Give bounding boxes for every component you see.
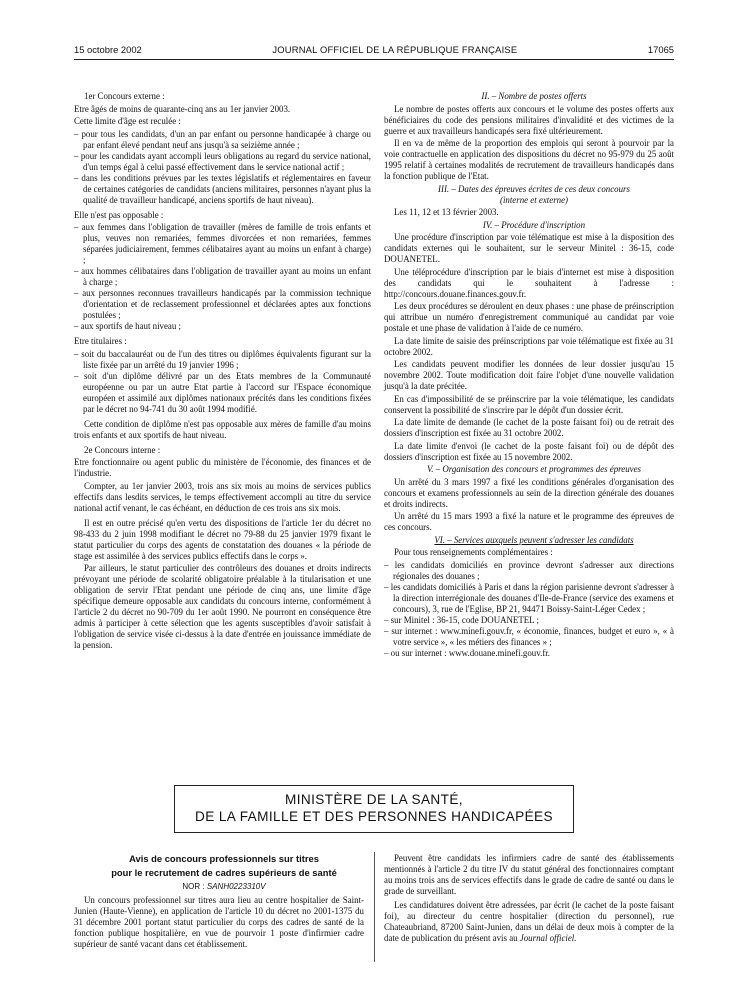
list-item: – pour les candidats ayant accompli leurs obligations au regard du service national, d'un temps égal à celui passé effectivement dans le service national actif ; <box>74 151 371 173</box>
paragraph: Etre fonctionnaire ou agent public du ministère de l'économie, des finances et de l'industrie. <box>74 457 371 478</box>
paragraph: Une téléprocédure d'inscription par le biais d'internet est mise à disposition des candidats qui le souhaitent à l'adresse : http://concours.douane.finances.gouv.fr. <box>384 266 674 299</box>
paragraph: La date limite de demande (le cachet de la poste faisant foi) ou de retrait des dossiers d'inscription est fixée au 31 octobre 2002. <box>384 417 674 438</box>
list-item: – sur internet : www.minefi.gouv.fr, « économie, finances, budget et euro », « à votre service », « les métiers des finances » ; <box>384 626 674 648</box>
paragraph: Un arrêté du 3 mars 1997 a fixé les conditions générales d'organisation des concours et examens professionnels au sein de la direction générale des douanes et droits indirects. <box>384 476 674 509</box>
page-header <box>74 42 674 56</box>
journal-reference: Journal officiel. <box>519 933 577 943</box>
paragraph: Les deux procédures se déroulent en deux phases : une phase de préinscription qui attribue un numéro d'enregistrement communiqué au candidat par voie postale et une phase de validation à l'aide de ce numéro. <box>384 301 674 333</box>
nor-reference <box>74 881 364 892</box>
paragraph: Le nombre de postes offerts aux concours et le volume des postes offerts aux bénéficiaires du code des pensions militaires d'invalidité et des victimes de la guerre et aux travailleurs handicapés sera fixé ultérieurement. <box>384 103 674 136</box>
paragraph: Etre âgés de moins de quarante-cinq ans au 1er janvier 2003. <box>74 103 291 114</box>
section-heading: 2e Concours interne : <box>84 444 161 455</box>
paragraph: Les 11, 12 et 13 février 2003. <box>394 207 499 217</box>
paragraph: Elle n'est pas opposable : <box>74 209 164 220</box>
list-item: – soit du baccalauréat ou de l'un des titres ou diplômes équivalents figurant sur la liste fixée par un arrêté du 19 janvier 1996 ; <box>74 349 371 371</box>
list-item: – les candidats domiciliés à Paris et dans la région parisienne devront s'adresser à la direction interrégionale des douanes d'Ile-de-France (service des examens et concours), 3, rue de l'Eglise, BP 21, 94471 Boissy-Saint-Léger Cedex ; <box>384 582 674 615</box>
list <box>384 560 674 659</box>
paragraph-text: Les candidatures doivent être adressées, par écrit (le cachet de la poste faisant foi), au directeur du centre hospitalier (direction du personnel), rue Chateaubriand, 87200 Saint-Junien, dans un délai de deux mois à compter de la date de publication du présent avis au <box>384 900 674 943</box>
list-item: – pour tous les candidats, d'un an par enfant ou personne handicapée à charge ou par enfant élevé pendant neuf ans jusqu'à sa seizième année ; <box>74 129 371 151</box>
paragraph: Compter, au 1er janvier 2003, trois ans six mois au moins de services publics effectifs dans lesdits services, le temps effectivement accompli au titre du service national actif venant, le cas échéant, en déduction de ces trois ans six mois. <box>74 480 371 513</box>
column-divider <box>374 852 375 962</box>
paragraph: Il est en outre précisé qu'en vertu des dispositions de l'article 1er du décret no 98-433 du 2 juin 1998 modifiant le décret no 79-88 du 25 janvier 1979 fixant le statut particulier du corps des agents de constatation des douanes « la période de stage est assimilée à des services publics effectifs dans le corps ». <box>74 517 371 561</box>
section-heading: III. – Dates des épreuves écrites de ces deux concours <box>438 183 630 194</box>
header-page-number: 17065 <box>647 43 674 55</box>
section-subheading: (interne et externe) <box>499 194 568 205</box>
section-heading: V. – Organisation des concours et programmes des épreuves <box>426 464 642 474</box>
list-item: – les candidats domiciliés en province devront s'adresser aux directions régionales des douanes ; <box>384 560 674 582</box>
paragraph: Une procédure d'inscription par voie télématique est mise à la disposition des candidats externes qui le souhaitent, sur le serveur Minitel : 36-15, code DOUANETEL. <box>384 232 674 264</box>
list-item: – soit d'un diplôme délivré par un des Etats membres de la Communauté européenne ou par un autre Etat partie à l'accord sur l'Espace économique européen et assimilé aux diplômes nationaux précités dans les conditions fixées par le décret no 94-741 du 30 août 1994 modifié. <box>74 371 371 415</box>
paragraph: La date limite d'envoi (le cachet de la poste faisant foi) ou de dépôt des dossiers d'inscription est fixée au 15 novembre 2002. <box>384 440 674 462</box>
ministry-line-2: DE LA FAMILLE ET DES PERSONNES HANDICAPÉES <box>194 809 553 824</box>
ministry-line-1: MINISTÈRE DE LA SANTÉ, <box>284 792 463 807</box>
ministry-banner <box>174 785 574 833</box>
paragraph: Les candidats peuvent modifier les données de leur dossier jusqu'au 15 novembre 2002. Toute modification doit faire l'objet d'une nouvelle validation jusqu'à la date précitée. <box>384 359 674 391</box>
section-heading: VI. – Services auxquels peuvent s'adresser les candidats <box>434 534 634 545</box>
left-column <box>74 91 371 653</box>
paragraph: Cette limite d'âge est reculée : <box>74 116 181 126</box>
section-heading: IV. – Procédure d'inscription <box>482 219 586 230</box>
list <box>74 222 371 332</box>
paragraph: Par ailleurs, le statut particulier des contrôleurs des douanes et droits indirects prévoyant une période de scolarité obligatoire préalable à la titularisation et une obligation de servir l'Etat pendant une période de cinq ans, une limite d'âge spécifique demeure opposable aux candidats du concours interne, conformément à l'article 2 du décret no 90-709 du 1er août 1990. Ne pourront en conséquence être admis à participer à cette sélection que les agents susceptibles d'avoir satisfait à l'obligation de service visée ci-dessus à la date d'entrée en jouissance immédiate de la pension. <box>74 563 371 650</box>
list-item: – ou sur internet : www.douane.minefi.gouv.fr. <box>384 648 674 659</box>
nor-label: NOR : <box>182 882 205 891</box>
notice-title-line-2: pour le recrutement de cadres supérieurs de santé <box>111 867 337 878</box>
paragraph: Cette condition de diplôme n'est pas opposable aux mères de famille d'au moins trois enfants et aux sportifs de haut niveau. <box>74 418 371 440</box>
section-heading: II. – Nombre de postes offerts <box>481 91 587 101</box>
paragraph: Il en va de même de la proportion des emplois qui seront à pourvoir par la voie contractuelle en application des dispositions du décret no 95-979 du 25 août 1995 relatif à certaines modalités de recrutement de travailleurs handicapés dans la fonction publique de l'Etat. <box>384 138 674 181</box>
list <box>74 349 371 415</box>
list <box>74 129 371 206</box>
list-item: – aux hommes célibataires dans l'obligation de travailler ayant au moins un enfant à charge ; <box>74 266 371 288</box>
right-column <box>384 91 674 661</box>
paragraph <box>384 900 674 944</box>
paragraph: La date limite de saisie des préinscriptions par voie télématique est fixée au 31 octobre 2002. <box>384 335 674 357</box>
list-item: – aux femmes dans l'obligation de travailler (mères de famille de trois enfants et plus, veuves non remariées, femmes divorcées et non remariées, femmes séparées judiciairement, femmes célibataires ayant au moins un enfant à charge) ; <box>74 222 371 266</box>
section-heading: 1er Concours externe : <box>84 91 165 101</box>
header-date: 15 octobre 2002 <box>74 43 142 55</box>
notice-right-column <box>384 853 674 947</box>
notice-title-line-1: Avis de concours professionnels sur titres <box>129 853 319 864</box>
paragraph: Un concours professionnel sur titres aura lieu au centre hospitalier de Saint-Junien (Haute-Vienne), en application de l'article 10 du décret no 2001-1375 du 31 décembre 2001 portant statut particulier du corps des cadres de santé de la fonction publique hospitalière, en vue de pourvoir 1 poste d'infirmier cadre supérieur de santé vacant dans cet établissement. <box>74 895 364 949</box>
paragraph: Etre titulaires : <box>74 336 127 346</box>
paragraph: En cas d'impossibilité de se préinscrire par la voie télématique, les candidats conservent la possibilité de s'inscrire par le dépôt d'un dossier écrit. <box>384 393 674 415</box>
list-item: – aux personnes reconnues travailleurs handicapés par la commission technique d'orientation et de reclassement professionnel et déclarées aptes aux fonctions postulées ; <box>74 288 371 321</box>
paragraph: Un arrêté du 15 mars 1993 a fixé la nature et le programme des épreuves de ces concours. <box>384 511 674 532</box>
list-item: – aux sportifs de haut niveau ; <box>74 321 371 332</box>
paragraph: Peuvent être candidats les infirmiers cadre de santé des établissements mentionnés à l'article 2 du titre IV du statut général des fonctionnaires comptant au moins trois ans de services effectifs dans le grade de cadre de santé ou dans le grade de surveillant. <box>384 853 674 896</box>
header-journal-title: JOURNAL OFFICIEL DE LA RÉPUBLIQUE FRANÇAISE <box>272 43 518 55</box>
paragraph: Pour tous renseignements complémentaires : <box>394 547 553 557</box>
notice-left-column <box>74 853 364 953</box>
list-item: – dans les conditions prévues par les textes législatifs et réglementaires en faveur de certaines catégories de candidats (anciens militaires, personnes n'ayant plus la qualité de travailleur handicapé, anciens sportifs de haut niveau). <box>74 173 371 206</box>
list-item: – sur Minitel : 36-15, code DOUANETEL ; <box>384 615 674 626</box>
nor-code: SANH0223310V <box>206 882 266 891</box>
header-rule <box>74 59 674 60</box>
